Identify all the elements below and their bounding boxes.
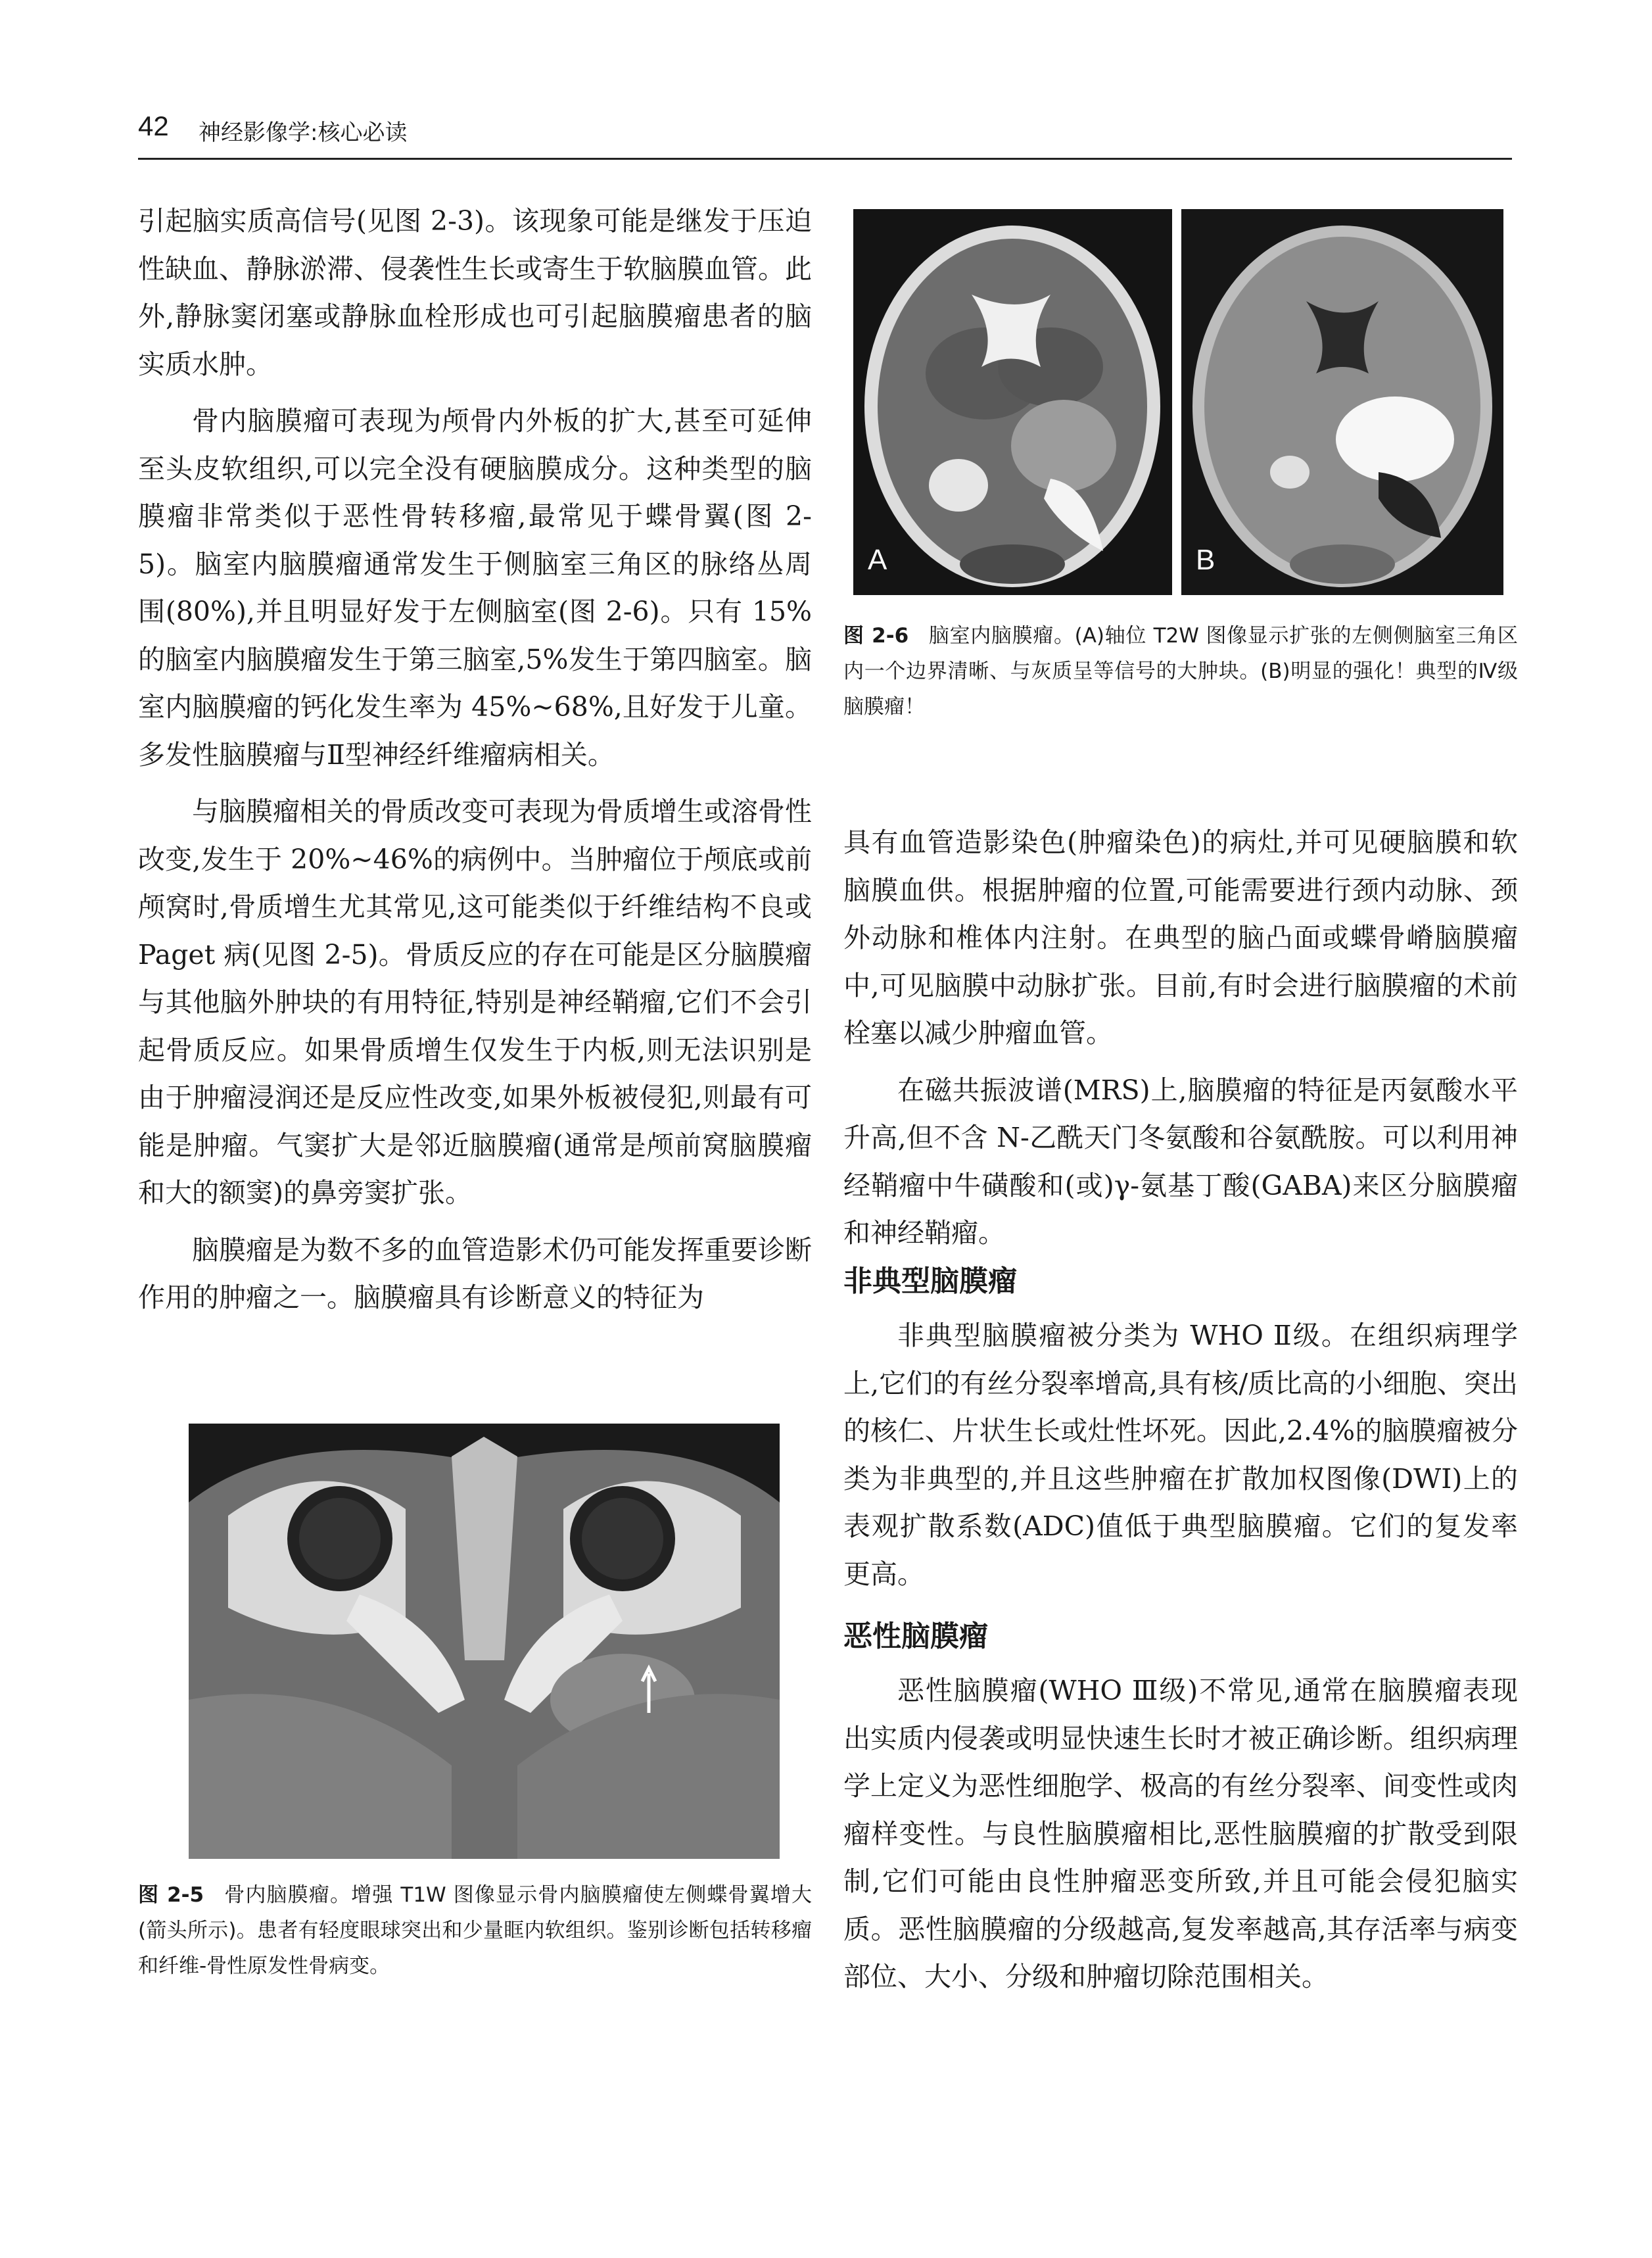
right-column-section-atypical [843, 1312, 1518, 1607]
mri-orbits-image [189, 1424, 780, 1859]
right-column-section-1 [843, 819, 1518, 1266]
figure-2-6-panel-a [853, 209, 1172, 595]
paragraph: 具有血管造影染色(肿瘤染色)的病灶,并可见硬脑膜和软脑膜血供。根据肿瘤的位置,可能需要进行颈内动脉、颈外动脉和椎体内注射。在典型的脑凸面或蝶骨嵴脑膜瘤中,可见脑膜中动脉扩张。目前,有时会进行脑膜瘤的术前栓塞以减少肿瘤血管。 [843, 827, 1518, 1049]
paragraph: 恶性脑膜瘤(WHO Ⅲ级)不常见,通常在脑膜瘤表现出实质内侵袭或明显快速生长时才被正确诊断。组织病理学上定义为恶性细胞学、极高的有丝分裂率、间变性或肉瘤样变性。与良性脑膜瘤相比,恶性脑膜瘤的扩散受到限制,它们可能由良性肿瘤恶变所致,并且可能会侵犯脑实质。恶性脑膜瘤的分级越高,复发率越高,其存活率与病变部位、大小、分级和肿瘤切除范围相关。 [843, 1675, 1518, 1992]
page-number: 42 [138, 110, 169, 141]
figure-2-6-panel-b [1181, 209, 1503, 595]
caption-text: 脑室内脑膜瘤。(A)轴位 T2W 图像显示扩张的左侧侧脑室三角区内一个边界清晰、与灰质呈等信号的大肿块。(B)明显的强化！典型的Ⅳ级脑膜瘤！ [843, 624, 1518, 719]
mri-t2w-image [853, 209, 1172, 595]
left-column [138, 197, 812, 1331]
paragraph: 脑膜瘤是为数不多的血管造影术仍可能发挥重要诊断作用的肿瘤之一。脑膜瘤具有诊断意义的特征为 [138, 1234, 812, 1313]
paragraph: 与脑膜瘤相关的骨质改变可表现为骨质增生或溶骨性改变,发生于 20%~46%的病例中。当肿瘤位于颅底或前颅窝时,骨质增生尤其常见,这可能类似于纤维结构不良或 Paget 病(见图 2-5)。骨质反应的存在可能是区分脑膜瘤与其他脑外肿块的有用特征,特别是神经鞘瘤,它们不会引起骨质反应。如果骨质增生仅发生于内板,则无法识别是由于肿瘤浸润还是反应性改变,如果外板被侵犯,则最有可能是肿瘤。气窦扩大是邻近脑膜瘤(通常是颅前窝脑膜瘤和大的额窦)的鼻旁窦扩张。 [138, 796, 812, 1209]
section-heading-malignant: 恶性脑膜瘤 [843, 1620, 988, 1653]
panel-label-a: A [868, 544, 887, 576]
section-heading-atypical: 非典型脑膜瘤 [843, 1264, 1017, 1298]
paragraph: 骨内脑膜瘤可表现为颅骨内外板的扩大,甚至可延伸至头皮软组织,可以完全没有硬脑膜成分。这种类型的脑膜瘤非常类似于恶性骨转移瘤,最常见于蝶骨翼(图 2-5)。脑室内脑膜瘤通常发生于侧脑室三角区的脉络丛周围(80%),并且明显好发于左侧脑室(图 2-6)。只有 15%的脑室内脑膜瘤发生于第三脑室,5%发生于第四脑室。脑室内脑膜瘤的钙化发生率为 45%~68%,且好发于儿童。多发性脑膜瘤与Ⅱ型神经纤维瘤病相关。 [138, 405, 812, 771]
caption-text: 骨内脑膜瘤。增强 T1W 图像显示骨内脑膜瘤使左侧蝶骨翼增大(箭头所示)。患者有轻度眼球突出和少量眶内软组织。鉴别诊断包括转移瘤和纤维-骨性原发性骨病变。 [138, 1883, 812, 1978]
paragraph: 在磁共振波谱(MRS)上,脑膜瘤的特征是丙氨酸水平升高,但不含 N-乙酰天门冬氨酸和谷氨酰胺。可以利用神经鞘瘤中牛磺酸和(或)γ-氨基丁酸(GABA)来区分脑膜瘤和神经鞘瘤。 [843, 1074, 1518, 1249]
figure-number: 图 2-6 [843, 624, 909, 648]
figure-2-6-caption [843, 618, 1518, 725]
panel-label-b: B [1196, 544, 1215, 576]
book-title: 神经影像学:核心必读 [199, 120, 408, 146]
right-column-section-malignant [843, 1667, 1518, 2010]
mri-t1-contrast-image [1181, 209, 1503, 595]
figure-2-5-caption [138, 1877, 812, 1984]
paragraph: 非典型脑膜瘤被分类为 WHO Ⅱ级。在组织病理学上,它们的有丝分裂率增高,具有核/质比高的小细胞、突出的核仁、片状生长或灶性坏死。因此,2.4%的脑膜瘤被分类为非典型的,并且这些肿瘤在扩散加权图像(DWI)上的表观扩散系数(ADC)值低于典型脑膜瘤。它们的复发率更高。 [843, 1320, 1518, 1590]
figure-number: 图 2-5 [138, 1883, 204, 1907]
figure-2-5-image [189, 1424, 780, 1859]
page-header [138, 107, 1512, 160]
paragraph: 引起脑实质高信号(见图 2-3)。该现象可能是继发于压迫性缺血、静脉淤滞、侵袭性生长或寄生于软脑膜血管。此外,静脉窦闭塞或静脉血栓形成也可引起脑膜瘤患者的脑实质水肿。 [138, 205, 812, 380]
